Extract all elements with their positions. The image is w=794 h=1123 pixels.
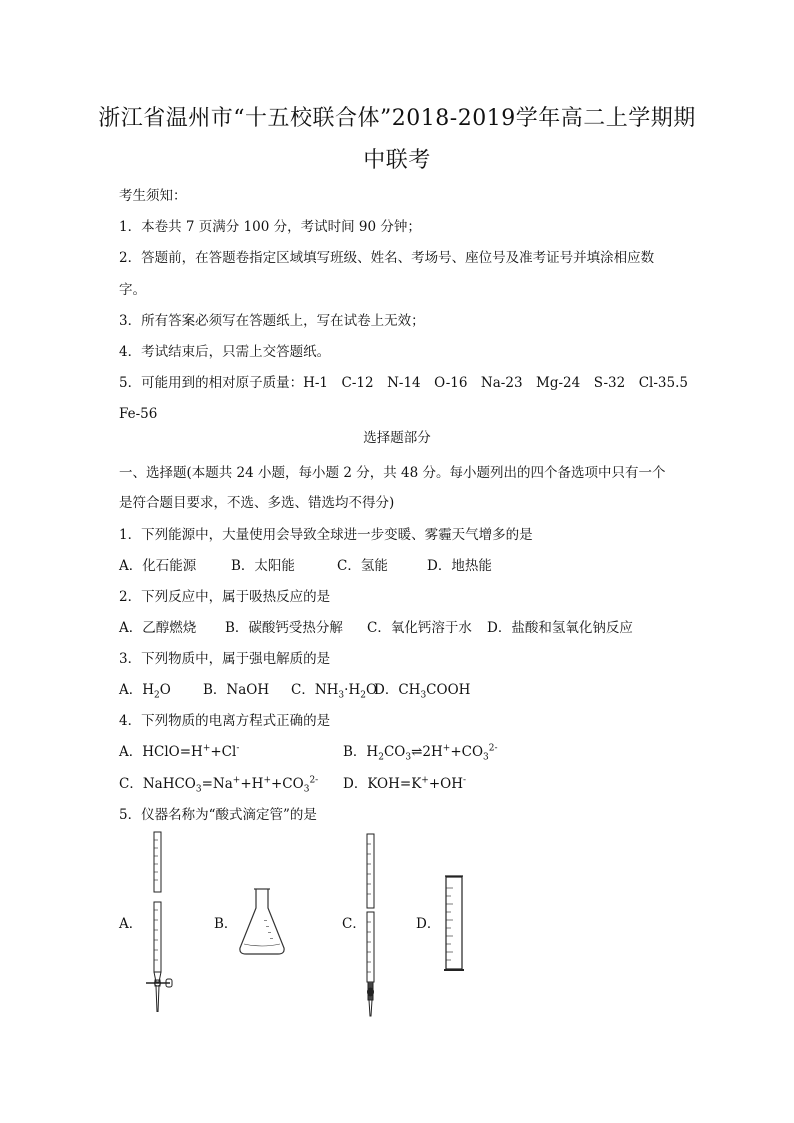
instructions-line-2: 是符合题目要求，不选、多选、错选均不得分) [119, 495, 395, 511]
notice-item-1: 1．本卷共 7 页满分 100 分，考试时间 90 分钟； [119, 219, 421, 235]
notice-item-4: 4．考试结束后，只需上交答题纸。 [119, 344, 331, 360]
q1-option-d: D．地热能 [427, 558, 492, 574]
q2-option-c: C．氧化钙溶于水 [367, 620, 472, 636]
section-title: 选择题部分 [363, 430, 431, 446]
q2-stem: 2．下列反应中，属于吸热反应的是 [119, 589, 331, 605]
notice-heading: 考生须知： [119, 188, 187, 204]
title-line-2: 中联考 [363, 148, 431, 173]
q3-option-c: C．$NH_3\cdot H_2O$ [291, 682, 378, 701]
notice-item-5: 5．可能用到的相对原子质量：H-1 C-12 N-14 O-16 Na-23 Mg-24 S-32 Cl-35.5 [119, 375, 688, 391]
q5-option-a-label: A． [119, 916, 143, 932]
q1-option-b: B．太阳能 [231, 558, 295, 574]
base-burette-image [359, 832, 383, 1018]
title-line-1: 浙江省温州市“十五校联合体”2018-2019学年高二上学期期 [98, 106, 696, 131]
q1-option-a: A．化石能源 [119, 558, 197, 574]
q5-stem: 5．仪器名称为“酸式滴定管”的是 [119, 807, 317, 823]
q2-option-a: A．乙醇燃烧 [119, 620, 197, 636]
notice-item-2: 2．答题前，在答题卷指定区域填写班级、姓名、考场号、座位号及准考证号并填涂相应数 [119, 250, 655, 266]
q5-option-d-label: D． [416, 916, 441, 932]
q2-option-b: B．碳酸钙受热分解 [225, 620, 343, 636]
q4-option-a: A．HClO=H++Cl- [119, 743, 240, 760]
q5-option-c-label: C． [342, 916, 366, 932]
notice-item-5-cont: Fe-56 [119, 406, 158, 422]
q4-option-d: D．KOH=K++OH- [343, 775, 467, 792]
q1-option-c: C．氢能 [337, 558, 388, 574]
notice-item-3: 3．所有答案必须写在答题纸上，写在试卷上无效； [119, 313, 425, 329]
q5-option-b-label: B． [214, 916, 238, 932]
q3-option-b: B．NaOH [203, 682, 270, 698]
q4-option-b: B．$H_2CO_3\rightleftharpoons 2H^++CO_3^{2-}$ [343, 743, 498, 763]
q3-stem: 3．下列物质中，属于强电解质的是 [119, 651, 331, 667]
q4-option-c: C．$NaHCO_3=Na^++H^++CO_3^{2-}$ [119, 775, 319, 795]
graduated-cylinder-image [441, 874, 467, 974]
q3-option-a: A．$H_2O$ [119, 682, 171, 701]
q4-stem: 4．下列物质的电离方程式正确的是 [119, 713, 331, 729]
conical-flask-image [236, 886, 288, 958]
instructions-line-1: 一、选择题(本题共 24 小题，每小题 2 分，共 48 分。每小题列出的四个备选项中只有一个 [119, 465, 666, 481]
q1-stem: 1．下列能源中，大量使用会导致全球进一步变暖、雾霾天气增多的是 [119, 527, 533, 543]
q3-option-d: D．$CH_3COOH$ [374, 682, 471, 701]
q2-option-d: D．盐酸和氢氧化钠反应 [487, 620, 633, 636]
acid-burette-image [140, 830, 180, 1016]
notice-item-2-cont: 字。 [119, 282, 146, 298]
